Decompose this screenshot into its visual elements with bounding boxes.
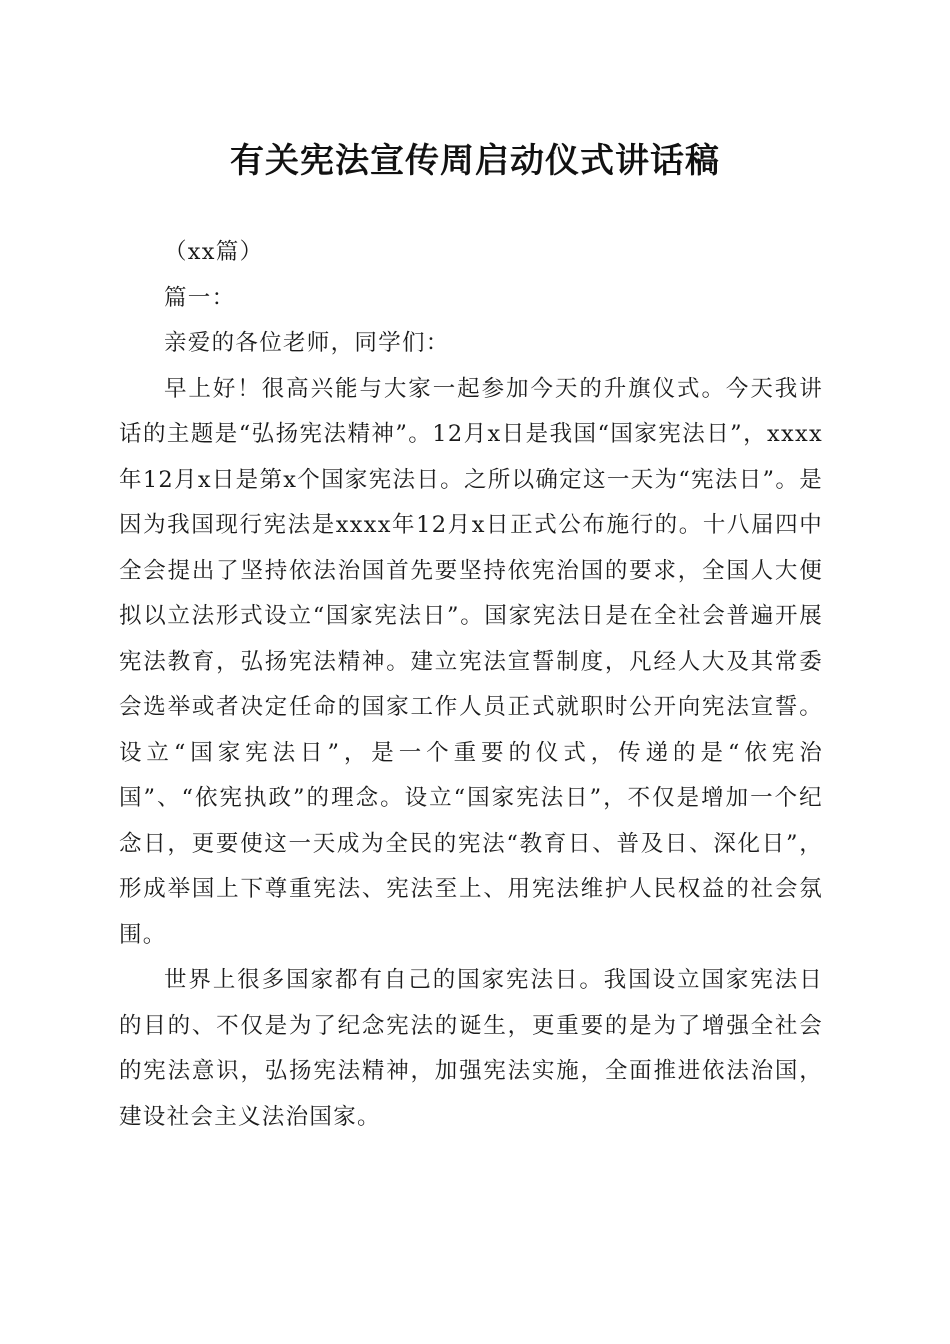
paragraph-main: 早上好！很高兴能与大家一起参加今天的升旗仪式。今天我讲话的主题是“弘扬宪法精神”。12月x日是我国“国家宪法日”，xxxx年12月x日是第x个国家宪法日。之所以确定这一天为“宪法日”。是因为我国现行宪法是xxxx年12月x日正式公布施行的。十八届四中全会提出了坚持依法治国首先要坚持依宪治国的要求，全国人大便拟以立法形式设立“国家宪法日”。国家宪法日是在全社会普遍开展宪法教育，弘扬宪法精神。建立宪法宣誓制度，凡经人大及其常委会选举或者决定任命的国家工作人员正式就职时公开向宪法宣誓。设立“国家宪法日”，是一个重要的仪式，传递的是“依宪治国”、“依宪执政”的理念。设立“国家宪法日”，不仅是增加一个纪念日，更要使这一天成为全民的宪法“教育日、普及日、深化日”，形成举国上下尊重宪法、宪法至上、用宪法维护人民权益的社会氛围。 [119,375,823,948]
paragraph-subtitle: （xx篇） [164,239,264,265]
paragraph-purpose: 世界上很多国家都有自己的国家宪法日。我国设立国家宪法日的目的、不仅是为了纪念宪法的诞生，更重要的是为了增强全社会的宪法意识，弘扬宪法精神，加强宪法实施，全面推进依法治国，建设社会主义法治国家。 [119,967,823,1130]
document-body [119,230,823,1140]
paragraph-section-heading: 篇一： [164,284,236,311]
paragraph-greeting: 亲爱的各位老师，同学们： [164,330,450,356]
document-title: 有关宪法宣传周启动仪式讲话稿 [230,141,720,181]
